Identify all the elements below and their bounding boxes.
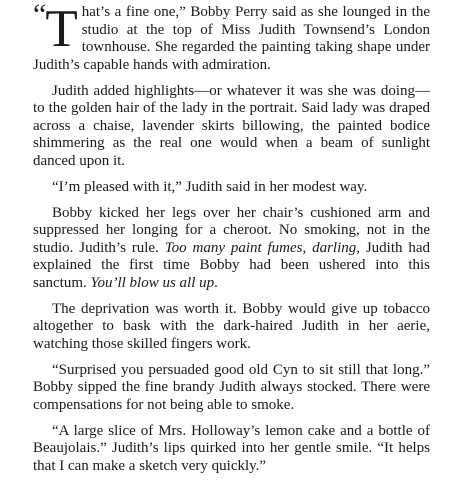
opening-quote-mark: “ [33, 0, 46, 31]
book-page [33, 0, 431, 484]
paragraph-7: “A large slice of Mrs. Holloway’s lemon cake and a bottle of Beaujolais.” Judith’s lips quirked into her gentle smile. “It helps that I can make a sketch very quickly.” [33, 422, 430, 474]
drop-cap-letter: T [45, 0, 78, 58]
paragraph-6: “Surprised you persuaded good old Cyn to sit still that long.” Bobby sipped the fine brandy Judith always stocked. There were compensations for not being able to smoke. [33, 361, 430, 413]
paragraph-4-text-b: Judith had explained the first time Bobby had been ushered into this sanctum. [33, 239, 431, 291]
paragraph-4-text-a: Bobby kicked her legs over her chair’s cushioned arm and suppressed her longing for a cheroot. No smoking, not in the studio. Judith’s rule. [33, 204, 430, 256]
paragraph-5: The deprivation was worth it. Bobby would give up tobacco altogether to bask with the dark-haired Judith in her aerie, watching those skilled fingers work. [33, 300, 430, 352]
paragraph-1 [33, 0, 430, 74]
paragraph-4-italic-a: Too many paint fumes, darling, [164, 239, 360, 256]
paragraph-4-italic-b: You’ll blow us all up [90, 274, 215, 291]
dropcap-group [33, 0, 78, 58]
paragraph-3: “I’m pleased with it,” Judith said in her modest way. [52, 178, 368, 195]
paragraph-4-text-c: . [214, 274, 218, 291]
paragraph-2: Judith added highlights—or whatever it was she was doing—to the golden hair of the lady in the portrait. Said lady was draped across a chaise, lavender skirts billowing, the painted bodice shimmering as the real one would when a beam of sunlight danced upon it. [33, 82, 430, 169]
paragraph-4 [33, 205, 430, 293]
paragraph-1-text: hat’s a fine one,” Bobby Perry said as she lounged in the studio at the top of Miss Judith Townsend’s London townhouse. She regarded the painting taking shape under Judith’s capable hands with admiration. [33, 4, 430, 73]
